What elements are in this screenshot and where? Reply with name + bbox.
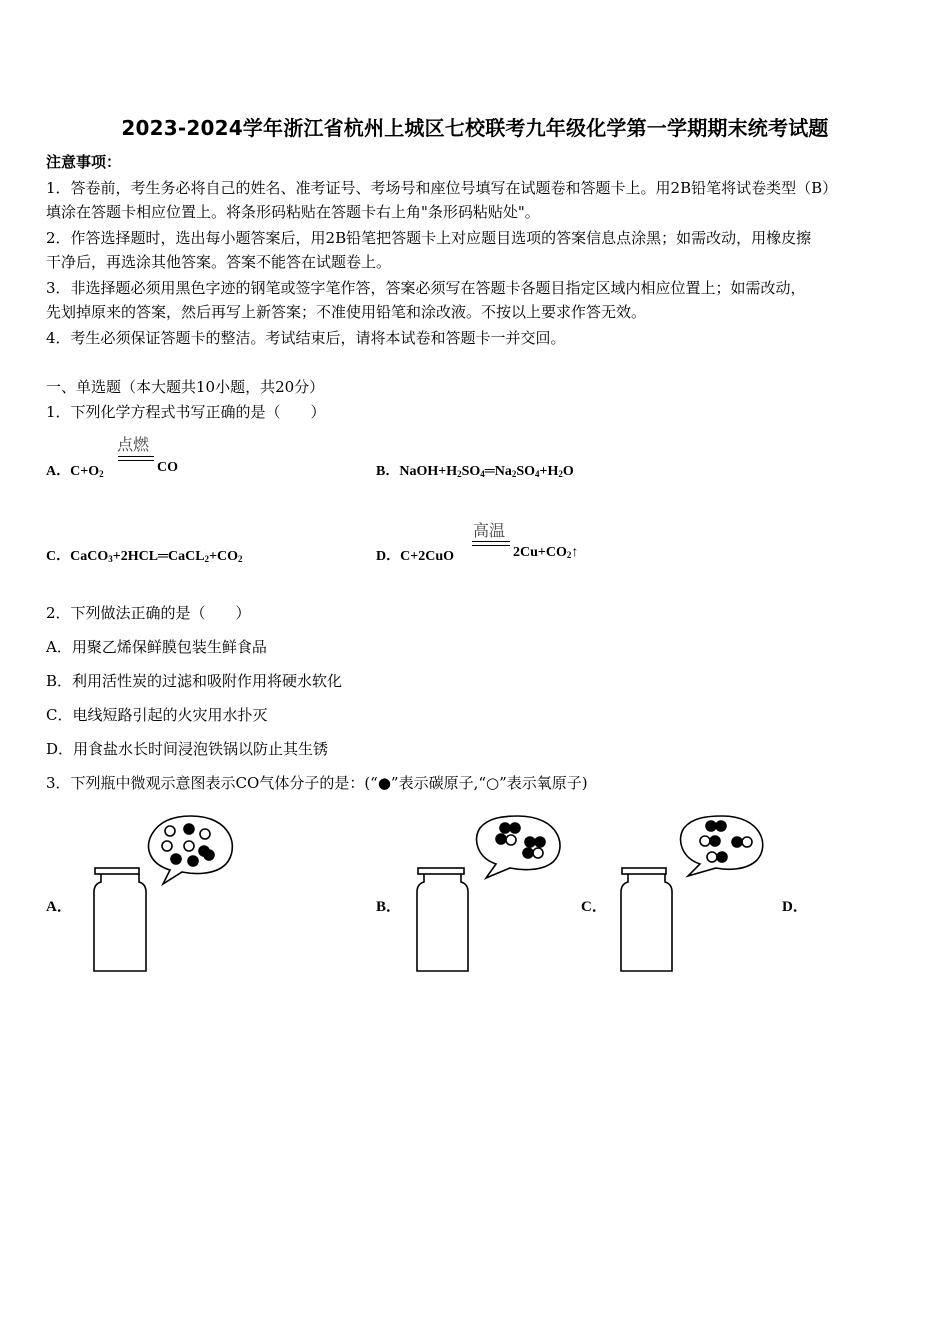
page-title: 2023-2024学年浙江省杭州上城区七校联考九年级化学第一学期期末统考试题	[121, 116, 829, 140]
notice-line: 2．作答选择题时，选出每小题答案后，用2B铅笔把答题卡上对应题目选项的答案信息点涂黑；如需改动，用橡皮擦	[46, 229, 812, 247]
q3-option-d[interactable]: D．	[782, 899, 808, 915]
reaction-condition: 高温	[473, 521, 506, 540]
speech-bubble-b-icon	[477, 816, 560, 878]
molecule-bottles-figure	[0, 805, 950, 980]
q3-option-b[interactable]: B．	[376, 899, 402, 915]
q2-option-b[interactable]: B．利用活性炭的过滤和吸附作用将硬水软化	[46, 672, 343, 690]
formula-text: SO	[516, 464, 536, 479]
equation-right: CO	[157, 460, 178, 475]
formula-text: NaOH+H	[399, 464, 458, 479]
question-3-stem: 3．下列瓶中微观示意图表示CO气体分子的是：(“●”表示碳原子,“○”表示氧原子)	[46, 774, 588, 792]
option-label: C．	[46, 549, 71, 564]
notice-line: 1．答卷前，考生务必将自己的姓名、准考证号、考场号和座位号填写在试题卷和答题卡上。用2B铅笔将试卷类型（B）	[46, 179, 838, 197]
formula-text: +2HCL═CaCL	[112, 549, 205, 564]
formula-text: ═Na	[484, 464, 512, 479]
option-label: A．	[46, 464, 71, 479]
subscript: 4	[480, 469, 485, 479]
option-label: D．	[376, 549, 401, 564]
subscript: 3	[108, 554, 113, 564]
bottle-b-icon	[417, 868, 468, 971]
equation-left: C+O	[70, 464, 100, 479]
q2-option-c[interactable]: C．电线短路引起的火灾用水扑灭	[46, 706, 268, 724]
q1-option-d[interactable]	[376, 545, 454, 565]
subscript: 2	[558, 469, 563, 479]
question-2-stem: 2．下列做法正确的是（ ）	[46, 604, 251, 622]
formula-text: ↑	[571, 545, 579, 560]
subscript: 2	[511, 469, 517, 479]
notice-line: 填涂在答题卡相应位置上。将条形码粘贴在答题卡右上角"条形码粘贴处"。	[46, 203, 540, 221]
equation-double-line	[472, 541, 510, 546]
speech-bubble-a-icon	[149, 816, 233, 884]
equation-double-line	[118, 456, 154, 461]
formula-text: +CO	[209, 549, 239, 564]
q3-option-c[interactable]: C．	[581, 899, 607, 915]
subscript: 2	[238, 554, 243, 564]
bottle-a-icon	[94, 868, 146, 971]
subscript: 2	[457, 469, 462, 479]
equation-right	[513, 545, 578, 561]
formula-text: SO	[461, 464, 481, 479]
question-1-stem: 1．下列化学方程式书写正确的是（ ）	[46, 403, 326, 421]
notice-line: 先划掉原来的答案，然后再写上新答案；不准使用铅笔和涂改液。不按以上要求作答无效。	[46, 303, 647, 321]
q2-option-a[interactable]: A．用聚乙烯保鲜膜包装生鲜食品	[46, 638, 267, 656]
q1-option-a[interactable]	[46, 460, 104, 480]
speech-bubble-c-icon	[681, 816, 763, 876]
notice-heading: 注意事项：	[46, 153, 122, 171]
subscript: 4	[535, 469, 540, 479]
notice-line: 干净后，再选涂其他答案。答案不能答在试题卷上。	[46, 253, 392, 271]
reaction-condition: 点燃	[117, 435, 150, 454]
section-heading: 一、单选题（本大题共10小题，共20分）	[46, 378, 325, 396]
notice-line: 4．考生必须保证答题卡的整洁。考试结束后，请将本试卷和答题卡一并交回。	[46, 329, 566, 347]
q2-option-d[interactable]: D．用食盐水长时间浸泡铁锅以防止其生锈	[46, 740, 329, 758]
subscript: 2	[204, 554, 210, 564]
equation-left: C+2CuO	[400, 549, 454, 564]
q1-option-b[interactable]	[376, 460, 574, 480]
subscript: 2	[99, 469, 104, 479]
notice-line: 3．非选择题必须用黑色字迹的钢笔或签字笔作答，答案必须写在答题卡各题目指定区域内相应位置上；如需改动，	[46, 279, 806, 297]
option-label: B．	[376, 464, 400, 479]
q3-option-a[interactable]: A．	[46, 899, 72, 915]
formula-text: 2Cu+CO	[513, 545, 567, 560]
bottle-c-icon	[621, 868, 672, 971]
formula-text: O	[562, 464, 574, 479]
q1-option-c[interactable]	[46, 545, 243, 565]
formula-text: CaCO	[70, 549, 109, 564]
formula-text: +H	[539, 464, 559, 479]
subscript: 2	[566, 550, 572, 560]
